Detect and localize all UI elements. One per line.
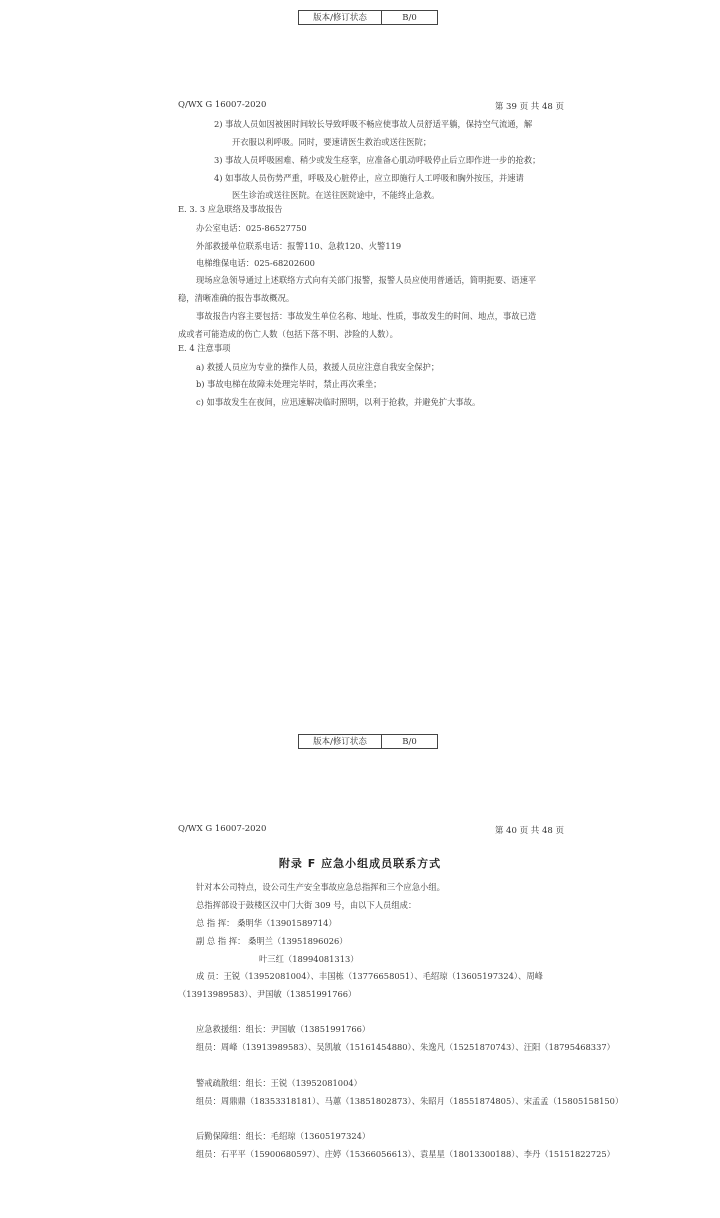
text-line: 针对本公司特点，设公司生产安全事故应急总指挥和三个应急小组。: [196, 882, 445, 892]
text-line: 组员：石平平（15900680597）、庄婷（15366056613）、袁星星（18013300188）、李丹（15151822725）: [196, 1149, 615, 1159]
revision-value: B/0: [402, 737, 417, 747]
doc-code: Q/WX G 16007-2020: [178, 824, 267, 834]
text-line: 组员：周峰（13913989583）、吴凯敏（15161454880）、朱逸凡（15251870743）、汪阳（18795468337）: [196, 1042, 615, 1052]
text-line: 办公室电话：025-86527750: [196, 223, 307, 233]
revision-label: 版本/修订状态: [299, 11, 382, 24]
text-line: 电梯维保电话：025-68202600: [196, 258, 315, 268]
text-line: 医生诊治或送往医院。在送往医院途中，不能终止急救。: [232, 190, 440, 200]
text-line: 警戒疏散组：组长：王锐（13952081004）: [196, 1078, 362, 1088]
text-line: （13913989583）、尹国敏（13851991766）: [178, 989, 357, 999]
appendix-title: 附录 F 应急小组成员联系方式: [278, 857, 442, 870]
text-line: 成 员：王锐（13952081004）、丰国栋（13776658051）、毛绍琼（13605197324）、周峰: [196, 971, 543, 981]
text-line: 现场应急领导通过上述联络方式向有关部门报警，报警人员应使用普通话，简明扼要、语速平: [196, 275, 537, 285]
text-line: 2) 事故人员如因被困时间较长导致呼吸不畅应使事故人员舒适平躺，保持空气流通，解: [214, 119, 533, 129]
text-line: 叶三红（18994081313）: [259, 954, 359, 964]
text-line: 副 总 指 挥： 桑明兰（13951896026）: [196, 936, 348, 946]
text-line: 总指挥部设于鼓楼区汉中门大街 309 号，由以下人员组成：: [196, 900, 417, 910]
section-heading: E. 4 注意事项: [178, 343, 231, 353]
text-line: 外部救援单位联系电话：报警110、急救120、火警119: [196, 241, 402, 251]
page-number: 第 39 页 共 48 页: [494, 102, 564, 112]
section-heading: E. 3. 3 应急联络及事故报告: [178, 204, 283, 214]
text-line: 成或者可能造成的伤亡人数（包括下落不明、涉险的人数）。: [178, 329, 398, 339]
text-line: 3) 事故人员呼吸困难、稍少或发生痉挛，应准备心肌动呼吸停止后立即作进一步的抢救；: [214, 155, 541, 165]
text-line: 组员：周鼎鼎（18353318181）、马蕙（13851802873）、朱昭月（18551874805）、宋孟孟（15805158150）: [196, 1096, 624, 1106]
page-header: [178, 824, 564, 836]
doc-code: Q/WX G 16007-2020: [178, 100, 267, 110]
text-line: 后勤保障组：组长：毛绍琼（13605197324）: [196, 1131, 371, 1141]
text-line: c) 如事故发生在夜间，应迅速解决临时照明，以利于抢救，并避免扩大事故。: [196, 397, 481, 407]
text-line: a) 救援人员应为专业的操作人员，救援人员应注意自我安全保护；: [196, 362, 440, 372]
text-line: 总 指 挥： 桑明华（13901589714）: [196, 918, 337, 928]
revision-value: B/0: [402, 13, 417, 23]
text-line: 开衣服以利呼吸。同时，要速请医生救治或送往医院；: [232, 137, 432, 147]
text-line: 4) 如事故人员伤势严重，呼吸及心脏停止，应立即施行人工呼吸和胸外按压，并速请: [214, 173, 524, 183]
text-line: 应急救援组：组长：尹国敏（13851991766）: [196, 1024, 371, 1034]
text-line: 稳，清晰准确的报告事故概况。: [178, 293, 295, 303]
revision-table: [298, 734, 438, 749]
text-line: 事故报告内容主要包括：事故发生单位名称、地址、性质，事故发生的时间、地点，事故已造: [196, 311, 537, 321]
text-line: b) 事故电梯在故障未处理完毕时，禁止再次乘坐；: [196, 379, 382, 389]
revision-label: 版本/修订状态: [299, 735, 382, 748]
page-number: 第 40 页 共 48 页: [494, 826, 564, 836]
